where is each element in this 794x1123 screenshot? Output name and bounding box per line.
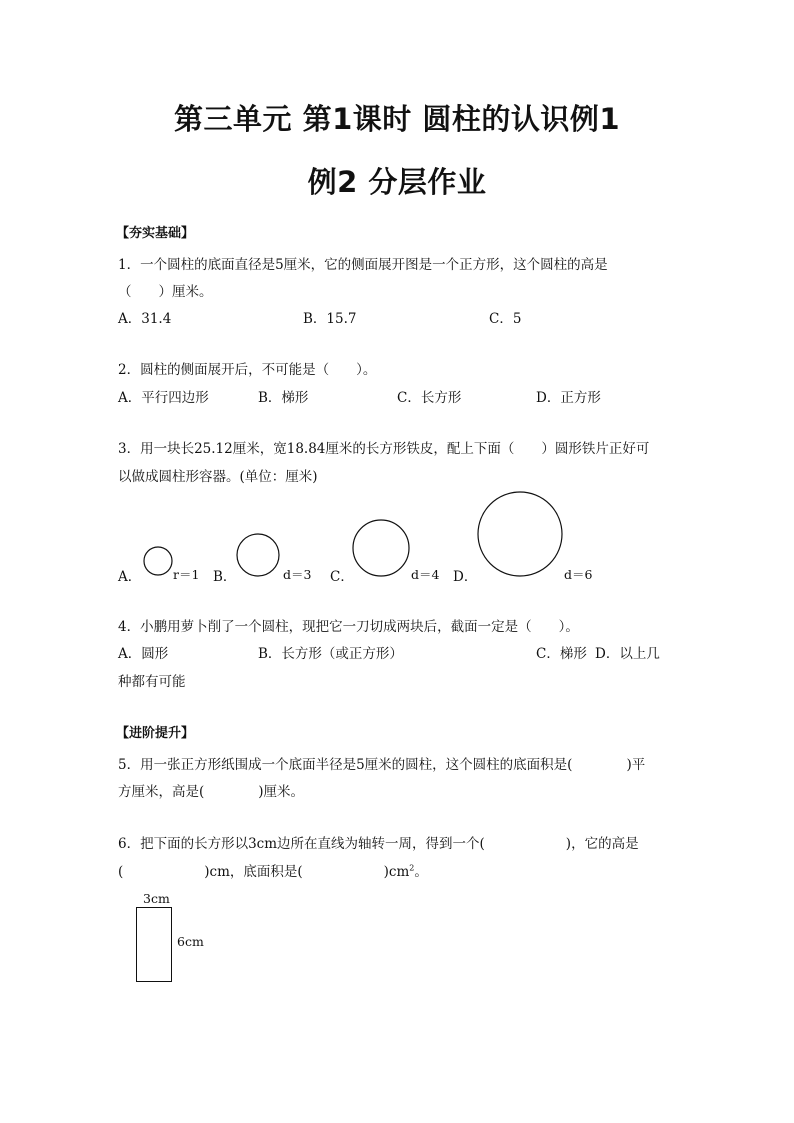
question-4-option-b: B．长方形（或正方形） [258,646,403,662]
rectangle-height-label: 6cm [177,934,204,949]
question-4-option-c: C．梯形 [536,646,587,662]
question-3-label-d: d＝6 [564,567,593,582]
question-3-label-a: r＝1 [173,567,200,582]
section-heading-advanced: 【进阶提升】 [116,726,195,741]
circle-b [237,534,279,576]
question-1-text: 1．一个圆柱的底面直径是5厘米，它的侧面展开图是一个正方形，这个圆柱的高是 [118,257,608,273]
question-6-blanks: ( )cm，底面积是( )cm [118,864,410,880]
question-3-option-b: B． [213,569,237,585]
question-3-option-d: D． [453,569,478,585]
squared-superscript: 2 [409,863,415,873]
rectangle-figure [136,907,172,982]
circle-d [478,492,562,576]
circle-c [353,520,409,576]
question-4-option-d: D．以上几 [595,646,660,662]
question-1-option-c: C．5 [489,311,522,327]
question-6-text: 6．把下面的长方形以3cm边所在直线为轴转一周，得到一个( )，它的高是 [118,836,639,852]
section-heading-basic: 【夯实基础】 [116,226,195,241]
question-6-text-cont [118,860,428,880]
question-1-text-cont: （ ）厘米。 [118,284,213,300]
question-2-option-c: C．长方形 [397,390,462,406]
question-2-option-a: A．平行四边形 [118,390,209,406]
question-5-text: 5．用一张正方形纸围成一个底面半径是5厘米的圆柱，这个圆柱的底面积是( )平 [118,757,646,773]
page-title-line1: 第三单元 第1课时 圆柱的认识例1 [173,102,621,136]
question-1-option-a: A．31.4 [118,311,172,327]
rectangle-width-label: 3cm [143,891,170,906]
page-title-line2: 例2 分层作业 [307,165,487,199]
question-4-option-a: A．圆形 [118,646,169,662]
question-3-label-c: d＝4 [411,567,440,582]
question-2-text: 2．圆柱的侧面展开后，不可能是（ ）。 [118,362,377,378]
question-3-text: 3．用一块长25.12厘米，宽18.84厘米的长方形铁皮，配上下面（ ）圆形铁片正好可 [118,441,650,457]
question-5-text-cont: 方厘米，高是( )厘米。 [118,784,305,800]
question-3-text-cont: 以做成圆柱形容器。(单位：厘米) [118,469,318,485]
question-6-period: 。 [414,864,428,880]
question-2-option-d: D．正方形 [536,390,601,406]
circle-a [144,547,172,575]
question-4-text: 4．小鹏用萝卜削了一个圆柱，现把它一刀切成两块后，截面一定是（ ）。 [118,619,579,635]
question-3-label-b: d＝3 [283,567,312,582]
question-3-option-a: A． [118,569,142,585]
question-4-text-cont: 种都有可能 [118,674,186,690]
question-3-option-c: C． [330,569,354,585]
question-1-option-b: B．15.7 [303,311,357,327]
question-2-option-b: B．梯形 [258,390,309,406]
